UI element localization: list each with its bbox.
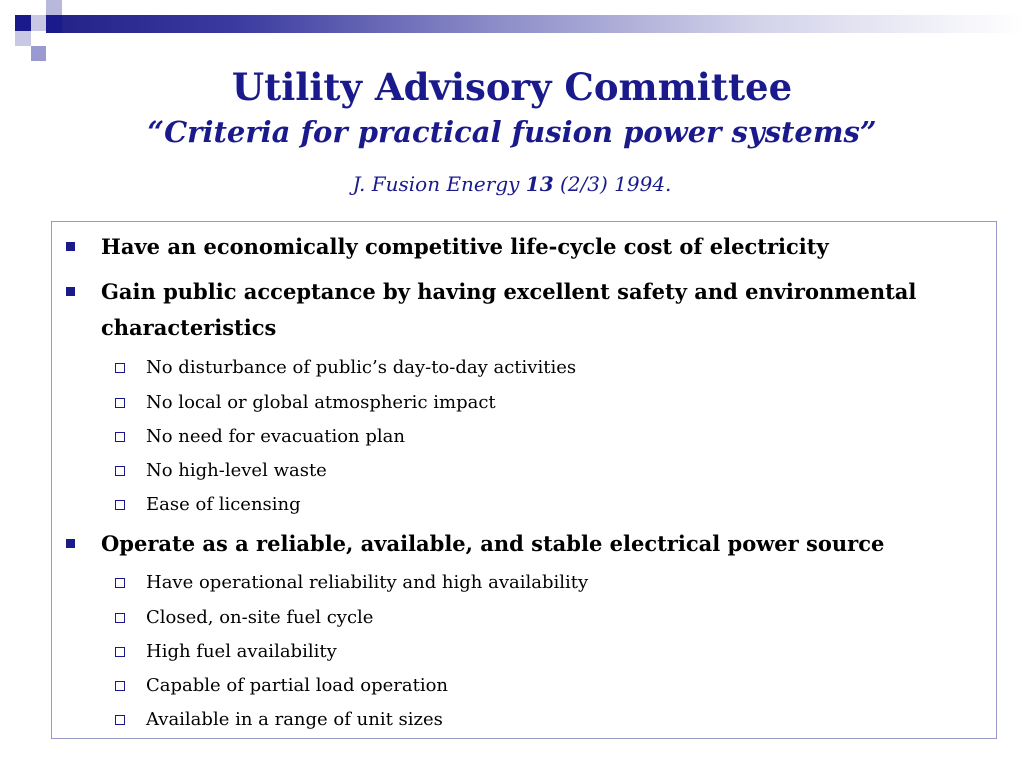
sub-bullet-item: Available in a range of unit sizes — [146, 709, 443, 730]
checkbox-bullet-icon — [115, 613, 125, 623]
checkbox-bullet-icon — [115, 578, 125, 588]
slide-title: Utility Advisory Committee — [231, 65, 793, 109]
checkbox-bullet-icon — [115, 715, 125, 725]
sub-bullet-item: No high-level waste — [146, 460, 327, 481]
content-box — [51, 221, 997, 739]
decor-square — [31, 46, 46, 61]
bullet-square-icon — [66, 287, 75, 296]
bullet-square-icon — [66, 539, 75, 548]
sub-bullet-item: No disturbance of public’s day-to-day activities — [146, 357, 577, 378]
decor-square — [46, 0, 62, 16]
decor-square — [31, 15, 46, 31]
sub-bullet-item: High fuel availability — [146, 641, 337, 662]
sub-bullet-item: Have operational reliability and high availability — [146, 572, 589, 593]
gradient-band — [62, 15, 1024, 33]
citation-issue-year: (2/3) 1994. — [553, 172, 672, 196]
citation-journal: J. Fusion Energy — [352, 172, 526, 196]
decor-square — [15, 15, 31, 31]
header-decoration — [0, 0, 1024, 64]
bullet-item: Have an economically competitive life-cycle cost of electricity — [101, 234, 829, 259]
checkbox-bullet-icon — [115, 681, 125, 691]
slide-subtitle: “Criteria for practical fusion power systems” — [147, 115, 877, 149]
decor-square — [15, 31, 31, 46]
sub-bullet-item: No local or global atmospheric impact — [146, 392, 496, 413]
sub-bullet-item: No need for evacuation plan — [146, 426, 405, 447]
checkbox-bullet-icon — [115, 500, 125, 510]
citation-volume: 13 — [525, 172, 554, 196]
checkbox-bullet-icon — [115, 398, 125, 408]
decor-square — [46, 15, 62, 33]
sub-bullet-item: Capable of partial load operation — [146, 675, 449, 696]
bullet-square-icon — [66, 242, 75, 251]
checkbox-bullet-icon — [115, 363, 125, 373]
checkbox-bullet-icon — [115, 466, 125, 476]
bullet-item: Gain public acceptance by having excellent safety and environmental characteristics — [101, 279, 917, 340]
bullet-item: Operate as a reliable, available, and stable electrical power source — [101, 531, 885, 556]
sub-bullet-item: Closed, on-site fuel cycle — [146, 607, 374, 628]
checkbox-bullet-icon — [115, 647, 125, 657]
sub-bullet-item: Ease of licensing — [146, 494, 301, 515]
checkbox-bullet-icon — [115, 432, 125, 442]
citation — [0, 170, 1024, 198]
